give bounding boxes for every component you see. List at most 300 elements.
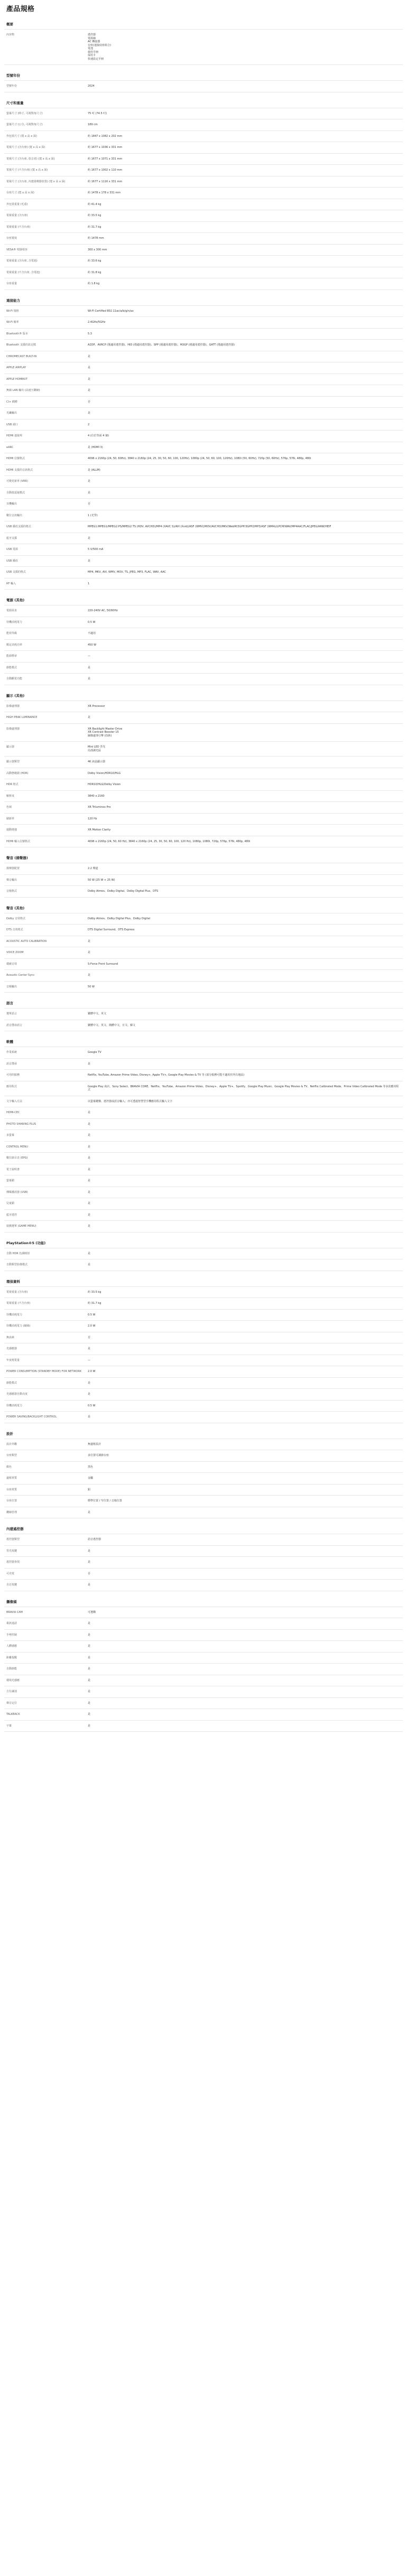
spec-value: 是 <box>88 666 91 669</box>
spec-value: 300 x 300 mm <box>88 248 107 251</box>
spec-value: 約 31.7 kg <box>88 225 101 229</box>
spec-label: Wi-Fi 規格 <box>6 309 19 313</box>
spec-label: 台座位置 <box>6 1499 17 1502</box>
spec-section <box>4 902 403 993</box>
spec-row <box>4 1309 403 1321</box>
spec-section <box>4 852 403 898</box>
spec-row <box>4 464 403 476</box>
section-title: 尺寸和重量 <box>6 100 24 105</box>
spec-label: 節能模式 <box>6 1381 17 1385</box>
spec-label: Bluetooth® 版本 <box>6 332 28 335</box>
spec-label: BRAVIA CAM <box>6 1610 23 1614</box>
spec-value: XR Processor <box>88 704 105 708</box>
spec-value: 約 1677 x 1002 x 110 mm <box>88 169 123 172</box>
spec-label: CI+ 插槽 <box>6 400 17 404</box>
spec-row <box>4 1209 403 1221</box>
spec-value: 450 W <box>88 643 97 647</box>
spec-label: 遙控器類型 <box>6 1538 20 1541</box>
spec-value: 是 <box>88 491 91 494</box>
spec-row <box>4 1355 403 1366</box>
spec-value: 是 <box>88 1145 91 1149</box>
spec-row <box>4 475 403 487</box>
spec-table <box>4 108 403 290</box>
section-title: PlayStation®5 (功能) <box>6 1240 46 1245</box>
spec-value: 約 1478 mm <box>88 237 104 240</box>
spec-value: 可選購 <box>88 1610 96 1614</box>
spec-value: 是 <box>88 1415 91 1418</box>
spec-label: 內容物 <box>6 33 15 36</box>
spec-row <box>4 628 403 639</box>
spec-row <box>4 1320 403 1332</box>
spec-row <box>4 874 403 886</box>
spec-label: 自訂按鍵 <box>6 1583 17 1586</box>
spec-row <box>4 1175 403 1187</box>
spec-value: 是 <box>88 1667 91 1670</box>
spec-row <box>4 813 403 825</box>
spec-value: 是 (HDMI 3) <box>88 445 103 449</box>
spec-value: — <box>88 1358 90 1362</box>
spec-value: 是 (ALLM) <box>88 468 100 472</box>
spec-label: 作業系統 <box>6 1051 17 1054</box>
spec-value: 是 <box>88 1062 91 1066</box>
spec-value: 是 <box>88 1561 91 1564</box>
spec-value: 約 33.5 kg <box>88 214 101 217</box>
spec-row <box>4 1686 403 1697</box>
spec-row <box>4 913 403 925</box>
spec-value: 語音遙控器 <box>88 1538 101 1541</box>
spec-value: 4096 x 2160p (24, 50, 60Hz), 3840 x 2160p (24, 25, 30, 50, 60, 100, 120Hz), 1080p (24, 50, 60, 100, 120Hz), 1080i (50, 60Hz), 720p (50, 60Hz), 576p, 576i, 480p, 480i <box>88 457 311 460</box>
spec-value: 2.0 W <box>88 1370 96 1373</box>
spec-row <box>4 362 403 374</box>
spec-label: 自動斷電功能 <box>6 677 23 680</box>
spec-row <box>4 544 403 555</box>
spec-label: TALKBACK <box>6 1713 20 1716</box>
spec-label: 電視重量 (不含台座) <box>6 225 31 229</box>
spec-row <box>4 119 403 130</box>
spec-row <box>4 1400 403 1412</box>
spec-row <box>4 1388 403 1400</box>
spec-value: 75 吋 (74.5 吋) <box>88 111 107 115</box>
spec-value: 否 <box>88 502 91 506</box>
spec-row <box>4 673 403 685</box>
spec-label: 環境光感應 <box>6 1678 20 1682</box>
spec-value: MPEG1:MPEG1/MPEG2:PS/MPEG2:TS (HDV, AVCHD)/MP4 (XAVC S)/AVI (Xvid)/ASF (WMV)/MOV/AVCHD/MKV/WebM/3GPP/3GPP2/MP3/ASF (WMA)/LPCM/WAV/MP4AAC/FLAC/JPEG/ARW/HEIF <box>88 525 331 528</box>
spec-row <box>4 29 403 65</box>
spec-value: 無邊框設計 <box>88 1442 101 1446</box>
spec-row <box>4 701 403 712</box>
spec-value: 0.5 W <box>88 620 96 624</box>
spec-label: 字幕 <box>6 1724 12 1728</box>
spec-row <box>4 187 403 199</box>
spec-value: 是 <box>88 1225 91 1228</box>
spec-row <box>4 142 403 153</box>
spec-row <box>4 1058 403 1070</box>
spec-label: 藍牙支援 <box>6 536 17 540</box>
spec-value: 3840 x 2160 <box>88 794 105 798</box>
spec-value: Google TV <box>88 1051 101 1054</box>
spec-value: 是 <box>88 389 91 392</box>
spec-row <box>4 510 403 521</box>
spec-label: 聲音輸出 <box>6 878 17 882</box>
spec-row <box>4 1248 403 1259</box>
spec-value: 5 V/500 mA <box>88 548 104 551</box>
spec-value: HDR10/HLG/Dolby Vision <box>88 783 121 786</box>
spec-row <box>4 578 403 590</box>
spec-value: 120 Hz <box>88 817 97 820</box>
spec-section <box>4 594 403 685</box>
spec-row <box>4 1484 403 1496</box>
spec-value: 約 1847 x 1082 x 202 mm <box>88 134 123 138</box>
spec-label: 藍牙遙控 <box>6 1213 17 1217</box>
spec-label: 聲音定位 <box>6 1701 17 1705</box>
spec-value: 遙控器 電源線 AC 轉接器 台座(連接底座組合) 電池 使用手冊 保用卡 快速設定手冊 <box>88 33 111 61</box>
spec-row <box>4 1556 403 1568</box>
section-title: 顯示 (其他) <box>6 693 25 698</box>
spec-value: 4 (位於背面 4 個) <box>88 434 109 437</box>
spec-label: 邊框材質 <box>6 1477 17 1480</box>
spec-label: HDMI 輸入信號格式 <box>6 839 30 843</box>
spec-label: USB 播放支援的格式 <box>6 525 31 528</box>
spec-value: 是 <box>88 366 91 369</box>
spec-value: MP4, MKV, AVI, WMV, MOV, TS, JPEG, MP3, FLAC, WAV, AAC <box>88 571 166 574</box>
spec-value: 220-240V AC, 50/60Hz <box>88 609 118 612</box>
spec-row <box>4 947 403 958</box>
spec-label: 音頻格式 <box>6 890 17 893</box>
spec-value: 5.3 <box>88 332 92 335</box>
spec-label: CONTROL MENU <box>6 1145 28 1149</box>
spec-label: 額定消耗功率 <box>6 643 23 647</box>
spec-row <box>4 278 403 290</box>
spec-section <box>4 1036 403 1233</box>
spec-label: Dolby 音效格式 <box>6 917 26 920</box>
spec-row <box>4 768 403 779</box>
spec-label: 語音搜尋語言 <box>6 1023 23 1027</box>
spec-value: — <box>88 655 90 658</box>
spec-value: 是 <box>88 1622 91 1625</box>
spec-label: ACOUSTIC AUTO CALIBRATION <box>6 939 47 943</box>
spec-value: Google Play 商店、Sony Select、BRAVIA CORE、Netflix、YouTube、Amazon Prime Video、Disney+、Apple TV+、Spotify、Google Play Music、Google Play Movies & TV、Netflix Calibrated Mode、Prime Video Calibrated Mode 等多款應用程式 <box>88 1085 399 1091</box>
spec-row <box>4 407 403 419</box>
spec-label: DTS 音效格式 <box>6 928 23 931</box>
section-title: 環保資料 <box>6 1279 20 1284</box>
spec-value: 50 W (25 W + 25 W) <box>88 878 115 882</box>
spec-label: 解析度 <box>6 794 15 798</box>
spec-table <box>4 1286 403 1423</box>
spec-value: 是 <box>88 677 91 680</box>
spec-row <box>4 305 403 317</box>
spec-section <box>4 18 403 65</box>
spec-row <box>4 924 403 936</box>
section-title: 連接能力 <box>6 298 20 303</box>
spec-label: 光感應器自動亮度 <box>6 1393 28 1396</box>
spec-table <box>4 29 403 65</box>
spec-label: 待機消耗電力 <box>6 620 23 624</box>
spec-section <box>4 1596 403 1732</box>
spec-row <box>4 1411 403 1423</box>
spec-value: 鋁 <box>88 1488 91 1491</box>
spec-label: 能源標章 <box>6 655 17 658</box>
spec-value: 是 <box>88 974 91 977</box>
spec-label: 應用程式 <box>6 1085 17 1088</box>
spec-value: 約 31.8 kg <box>88 270 101 274</box>
spec-value: 以螢幕鍵盤、遙控器或語音輸入；亦可透過智慧型手機應用程式輸入文字 <box>88 1099 173 1103</box>
spec-row <box>4 1020 403 1032</box>
spec-row <box>4 1164 403 1175</box>
spec-label: eARC <box>6 445 14 449</box>
spec-row <box>4 267 403 278</box>
spec-label: PHOTO SHARING PLUS <box>6 1122 36 1126</box>
spec-row <box>4 555 403 567</box>
spec-label: 電視尺寸 (含台座, 內建揚聲器放置) (寬 x 高 x 深) <box>6 180 66 183</box>
spec-value: 是 <box>88 1179 91 1182</box>
spec-row <box>4 662 403 674</box>
section-title: 概要 <box>6 22 13 26</box>
spec-value: XR Motion Clarity <box>88 828 111 832</box>
section-title: 聲音 (揚聲器) <box>6 856 28 860</box>
spec-label: 無鹵素 <box>6 1336 15 1339</box>
spec-label: 電視尺寸 (含台座) (寬 x 高 x 深) <box>6 146 45 149</box>
spec-row <box>4 396 403 408</box>
spec-value: 是 <box>88 1213 91 1217</box>
spec-label: 音頻輸出 <box>6 985 17 988</box>
spec-row <box>4 533 403 544</box>
spec-label: 顯示器類型 <box>6 760 20 763</box>
spec-value: 約 1677 x 1116 x 331 mm <box>88 180 123 183</box>
spec-row <box>4 210 403 221</box>
spec-row <box>4 1286 403 1298</box>
spec-section <box>4 70 403 92</box>
spec-row <box>4 232 403 244</box>
spec-value: 2.2 聲道 <box>88 867 98 870</box>
spec-label: 電子說明書 <box>6 1168 20 1171</box>
spec-label: Wi-Fi 頻率 <box>6 321 19 324</box>
spec-value: Dolby Vision/HDR10/HLG <box>88 771 121 775</box>
spec-row <box>4 1652 403 1664</box>
spec-sections <box>4 18 403 1732</box>
spec-table <box>4 1047 403 1233</box>
spec-value: 是 <box>88 1713 91 1716</box>
spec-label: VESA® 壁掛相容 <box>6 248 27 251</box>
spec-label: 文字輸入方法 <box>6 1099 23 1103</box>
spec-section <box>4 97 403 290</box>
spec-value: 是 <box>88 1701 91 1705</box>
spec-row <box>4 1534 403 1545</box>
spec-row <box>4 153 403 165</box>
spec-label: 距離提醒 <box>6 1656 17 1659</box>
spec-label: 光感應器 <box>6 1347 17 1350</box>
spec-label: HDMI-CEC <box>6 1111 20 1114</box>
spec-value: 金屬 <box>88 1477 94 1480</box>
spec-section <box>4 1428 403 1519</box>
spec-table <box>4 1534 403 1591</box>
spec-label: 高動態範圍 (HDR) <box>6 771 29 775</box>
spec-table <box>4 305 403 590</box>
spec-label: POWER SAVING/BACKLIGHT CONTROL <box>6 1415 57 1418</box>
spec-row <box>4 1152 403 1164</box>
spec-row <box>4 1047 403 1058</box>
spec-value: 約 1677 x 1036 x 331 mm <box>88 146 123 149</box>
spec-row <box>4 1629 403 1641</box>
spec-label: 顯示器 <box>6 745 15 749</box>
spec-row <box>4 790 403 802</box>
spec-value: 是 <box>88 951 91 954</box>
spec-label: 兒童鎖 <box>6 1202 15 1205</box>
section-title: 攝像頭 <box>6 1599 17 1604</box>
spec-value: 是 <box>88 1690 91 1693</box>
spec-label: 方位識別 <box>6 1690 17 1693</box>
spec-value: 是 <box>88 559 91 563</box>
spec-label: 選單語言 <box>6 1012 17 1015</box>
spec-value: 約 33.6 kg <box>88 259 101 263</box>
spec-row <box>4 1640 403 1652</box>
spec-label: 電視重量 (含台座) <box>6 214 28 217</box>
spec-label: 環繞音效 <box>6 962 17 966</box>
spec-row <box>4 108 403 119</box>
spec-row <box>4 1069 403 1081</box>
spec-value: 是 <box>88 480 91 483</box>
spec-label: 自動低延遲模式 <box>6 491 25 494</box>
spec-label: 電視重量 (含台座) <box>6 1290 28 1294</box>
spec-label: 電視重量 (不含台座) <box>6 1302 31 1305</box>
section-title: 電源 (其他) <box>6 598 25 602</box>
spec-label: 電視尺寸 (含台座, 放音者) (寬 x 高 x 深) <box>6 157 55 161</box>
spec-label: 無線 LAN 輸出 (高速互聯網) <box>6 389 40 392</box>
spec-value: 189 cm <box>88 123 98 126</box>
spec-value: Netflix, YouTube, Amazon Prime Video, Disney+, Apple TV+, Google Play Movies & TV 等 (部分服務可能不適用於所有地區) <box>88 1074 245 1077</box>
spec-value: 是 <box>88 939 91 943</box>
spec-value: 是 <box>88 1252 91 1255</box>
spec-label: 可變更新率 (VRR) <box>6 480 28 483</box>
spec-value: 是 <box>88 1678 91 1682</box>
spec-label: 自動節能 <box>6 1667 17 1670</box>
spec-label: Acoustic Center Sync <box>6 974 35 977</box>
spec-section <box>4 295 403 590</box>
spec-row <box>4 1607 403 1618</box>
spec-table <box>4 1248 403 1271</box>
spec-row <box>4 199 403 210</box>
spec-value: 標準位置 / 窄位置 / 音箱位置 <box>88 1499 122 1502</box>
spec-label: 待機消耗電力 (網絡) <box>6 1324 31 1328</box>
spec-label: POWER CONSUMPTION (STANDBY MODE) FOR NETWORK <box>6 1370 82 1373</box>
spec-value: 是 <box>88 1645 91 1648</box>
spec-row <box>4 1008 403 1020</box>
spec-row <box>4 316 403 328</box>
spec-row <box>4 1343 403 1355</box>
spec-value: 是 <box>88 1347 91 1350</box>
spec-label: 背光按鍵 <box>6 1549 17 1553</box>
spec-label: 台座尺寸 (寬 x 高 x 深) <box>6 191 34 194</box>
spec-value: 是 <box>88 1202 91 1205</box>
spec-value: 是 <box>88 1724 91 1728</box>
spec-label: USB 播放 <box>6 559 18 563</box>
spec-value: Dolby Atmos、Dolby Digital Plus、Dolby Digital <box>88 917 151 920</box>
spec-row <box>4 130 403 142</box>
spec-value: 是 <box>88 1168 91 1171</box>
spec-label: 自動類型影像模式 <box>6 1263 28 1266</box>
spec-table <box>4 1439 403 1519</box>
spec-value: 是 <box>88 1134 91 1137</box>
spec-row <box>4 1507 403 1519</box>
spec-label: 纜線管理 <box>6 1510 17 1514</box>
spec-label: 能效等級 <box>6 632 17 635</box>
spec-row <box>4 1579 403 1591</box>
spec-label: 傳媒播放器 (USB) <box>6 1190 28 1194</box>
spec-label: 螢幕鎖 <box>6 1179 15 1182</box>
spec-value: 多位置可調節台座 <box>88 1454 109 1457</box>
spec-section <box>4 997 403 1031</box>
spec-value: 是 <box>88 1263 91 1266</box>
spec-label: 數位音訊輸出 <box>6 514 23 517</box>
spec-value: 是 <box>88 1381 91 1385</box>
spec-label: 遙控器查找 <box>6 1561 20 1564</box>
spec-label: USB 支援的格式 <box>6 571 26 574</box>
spec-value: 0.5 W <box>88 1404 96 1407</box>
spec-row <box>4 885 403 898</box>
spec-label: 台座寬度 <box>6 237 17 240</box>
spec-row <box>4 255 403 267</box>
spec-value: 2024 <box>88 85 95 88</box>
spec-value: 約 31.7 kg <box>88 1302 101 1305</box>
spec-label: 台座類型 <box>6 1454 17 1457</box>
spec-label: 電視尺寸 (不含台座) (寬 x 高 x 深) <box>6 169 48 172</box>
spec-row <box>4 1107 403 1118</box>
spec-row <box>4 1709 403 1720</box>
spec-row <box>4 1461 403 1473</box>
spec-value: 4K 液晶顯示器 <box>88 760 106 763</box>
spec-label: 視訊通話 <box>6 1622 17 1625</box>
spec-label: 顏色 <box>6 1465 12 1469</box>
spec-row <box>4 1198 403 1209</box>
spec-label: HDMI 連接埠 <box>6 434 22 437</box>
spec-row <box>4 1332 403 1343</box>
spec-row <box>4 453 403 464</box>
spec-label: 可用的服務 <box>6 1074 20 1077</box>
spec-row <box>4 1450 403 1461</box>
section-title: 語言 <box>6 1001 13 1005</box>
spec-value: 1 (光學) <box>88 514 98 517</box>
spec-value: 否 <box>88 1336 91 1339</box>
spec-row <box>4 419 403 431</box>
spec-label: 遊戲選單 (GAME MENU) <box>6 1225 36 1228</box>
spec-row <box>4 1081 403 1096</box>
spec-row <box>4 1130 403 1141</box>
spec-row <box>4 351 403 362</box>
spec-row <box>4 936 403 947</box>
spec-label: 運動增強 <box>6 828 17 832</box>
spec-row <box>4 650 403 662</box>
spec-value: S-Force Front Surround <box>88 962 118 966</box>
section-title: 軟體 <box>6 1040 13 1044</box>
spec-label: 螢幕尺寸 (公分, 可視對角尺寸) <box>6 123 43 126</box>
spec-row <box>4 1675 403 1686</box>
spec-row <box>4 1259 403 1271</box>
spec-label: 螢幕尺寸 (時寸, 可視對角尺寸) <box>6 111 43 115</box>
spec-row <box>4 1118 403 1130</box>
spec-row <box>4 374 403 385</box>
section-title: 設計 <box>6 1431 13 1436</box>
spec-row <box>4 639 403 651</box>
spec-row <box>4 1298 403 1309</box>
spec-table <box>4 913 403 993</box>
spec-label: 台座重量 <box>6 282 17 285</box>
spec-row <box>4 1472 403 1484</box>
spec-row <box>4 339 403 351</box>
spec-label: HIGH PEAK LUMINANCE <box>6 716 38 719</box>
spec-value: 是 <box>88 1190 91 1194</box>
spec-value: 是 <box>88 1122 91 1126</box>
spec-row <box>4 498 403 510</box>
spec-label: USB 端口 <box>6 423 18 426</box>
